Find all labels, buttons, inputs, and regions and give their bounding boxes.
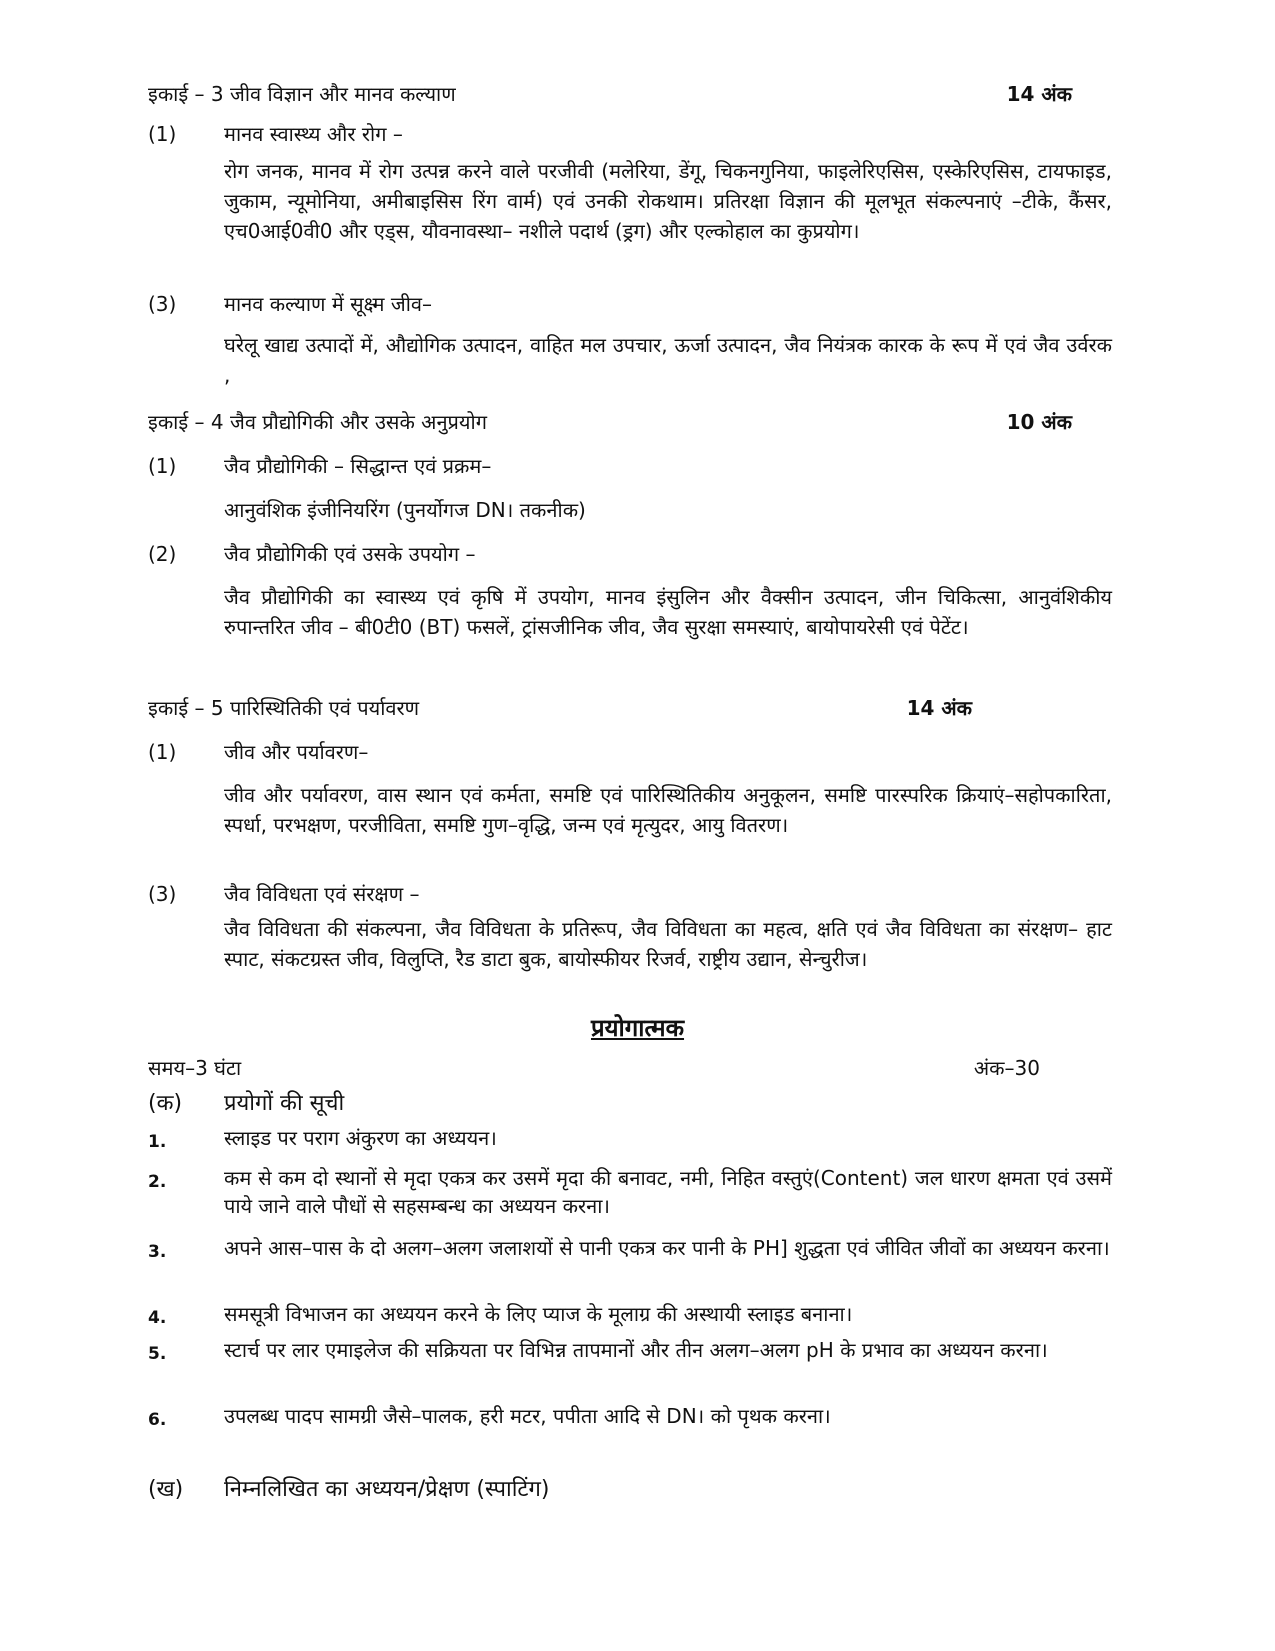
item-heading: जैव प्रौद्योगिकी – सिद्धान्त एवं प्रक्रम– (224, 454, 492, 478)
practical-marks: अंक–30 (973, 1056, 1040, 1080)
practical-title-text: प्रयोगात्मक (590, 1014, 685, 1042)
list-heading: प्रयोगों की सूची (224, 1091, 345, 1116)
item-number: (3) (148, 292, 177, 316)
experiment-number: 4. (148, 1308, 167, 1328)
practical-title (0, 1012, 1275, 1044)
experiment-number: 1. (148, 1132, 167, 1152)
experiment-text: समसूत्री विभाजन का अध्ययन करने के लिए प्याज के मूलाग्र की अस्थायी स्लाइड बनाना। (224, 1302, 853, 1326)
item-number: (3) (148, 882, 177, 906)
item-text: रोग जनक, मानव में रोग उत्पन्न करने वाले परजीवी (मलेरिया, डेंगू, चिकनगुनिया, फाइलेरिएसिस, एस्केरिएसिस, टायफाइड, जुकाम, न्यूमोनिया, अमीबाइसिस रिंग वार्म) एवं उनकी रोकथाम। प्रतिरक्षा विज्ञान की मूलभूत संकल्पनाएं –टीके, कैंसर, एच0आई0वी0 और एड्स, यौवनावस्था– नशीले पदार्थ (ड्रग) और एल्कोहाल का कुप्रयोग। (224, 159, 1112, 243)
unit-4-title: इकाई – 4 जैव प्रौद्योगिकी और उसके अनुप्रयोग (148, 410, 487, 434)
unit-5-title: इकाई – 5 पारिस्थितिकी एवं पर्यावरण (148, 696, 420, 720)
experiment-text: अपने आस–पास के दो अलग–अलग जलाशयों से पानी एकत्र कर पानी के PH] शुद्धता एवं जीवित जीवों का अध्ययन करना। (224, 1236, 1110, 1260)
study-heading: निम्नलिखित का अध्ययन/प्रेक्षण (स्पाटिंग) (224, 1477, 550, 1502)
experiment-text: स्टार्च पर लार एमाइलेज की सक्रियता पर विभिन्न तापमानों और तीन अलग–अलग pH के प्रभाव का अध्ययन करना। (224, 1338, 1048, 1362)
experiment-text: उपलब्ध पादप सामग्री जैसे–पालक, हरी मटर, पपीता आदि से DN। को पृथक करना। (224, 1404, 831, 1428)
item-number: (1) (148, 122, 177, 146)
practical-time: समय–3 घंटा (148, 1056, 242, 1080)
item-number: (1) (148, 454, 177, 478)
experiment-number: 6. (148, 1410, 167, 1430)
item-heading: जीव और पर्यावरण– (224, 740, 369, 764)
item-text: आनुवंशिक इंजीनियरिंग (पुनर्योगज DN। तकनीक) (224, 498, 586, 522)
unit-3-marks: 14 अंक (1006, 82, 1072, 106)
item-text: जैव प्रौद्योगिकी का स्वास्थ्य एवं कृषि में उपयोग, मानव इंसुलिन और वैक्सीन उत्पादन, जीन चिकित्सा, आनुवंशिकीय रुपान्तरित जीव – बी0टी0 (BT) फसलें, ट्रांसजीनिक जीव, जैव सुरक्षा समस्याएं, बायोपायरेसी एवं पेटेंट। (224, 585, 1112, 639)
experiment-text: स्लाइड पर पराग अंकुरण का अध्ययन। (224, 1126, 497, 1150)
experiment-text: कम से कम दो स्थानों से मृदा एकत्र कर उसमें मृदा की बनावट, नमी, निहित वस्तुएं(Content) जल धारण क्षमता एवं उसमें पाये जाने वाले पौधों से सहसम्बन्ध का अध्ययन करना। (224, 1166, 1112, 1218)
experiment-number: 2. (148, 1172, 167, 1192)
item-text: घरेलू खाद्य उत्पादों में, औद्योगिक उत्पादन, वाहित मल उपचार, ऊर्जा उत्पादन, जैव नियंत्रक कारक के रूप में एवं जैव उर्वरक , (224, 333, 1112, 387)
item-text: जीव और पर्यावरण, वास स्थान एवं कर्मता, समष्टि एवं पारिस्थितिकीय अनुकूलन, समष्टि पारस्परिक क्रियाएं–सहोपकारिता, स्पर्धा, परभक्षण, परजीविता, समष्टि गुण–वृद्धि, जन्म एवं मृत्युदर, आयु वितरण। (224, 783, 1112, 837)
item-text: जैव विविधता की संकल्पना, जैव विविधता के प्रतिरूप, जैव विविधता का महत्व, क्षति एवं जैव विविधता का संरक्षण– हाट स्पाट, संकटग्रस्त जीव, विलुप्ति, रैड डाटा बुक, बायोस्फीयर रिजर्व, राष्ट्रीय उद्यान, सेन्चुरीज। (224, 917, 1112, 971)
list-label: (क) (148, 1091, 183, 1116)
unit-5-marks: 14 अंक (906, 696, 972, 720)
experiment-number: 3. (148, 1242, 167, 1262)
experiment-number: 5. (148, 1344, 167, 1364)
item-heading: जैव विविधता एवं संरक्षण – (224, 882, 420, 906)
unit-3-title: इकाई – 3 जीव विज्ञान और मानव कल्याण (148, 82, 456, 106)
item-heading: जैव प्रौद्योगिकी एवं उसके उपयोग – (224, 542, 476, 566)
item-heading: मानव स्वास्थ्य और रोग – (224, 122, 403, 146)
unit-4-marks: 10 अंक (1006, 410, 1072, 434)
item-heading: मानव कल्याण में सूक्ष्म जीव– (224, 292, 433, 316)
item-number: (1) (148, 740, 177, 764)
study-label: (ख) (148, 1477, 184, 1502)
item-number: (2) (148, 542, 177, 566)
